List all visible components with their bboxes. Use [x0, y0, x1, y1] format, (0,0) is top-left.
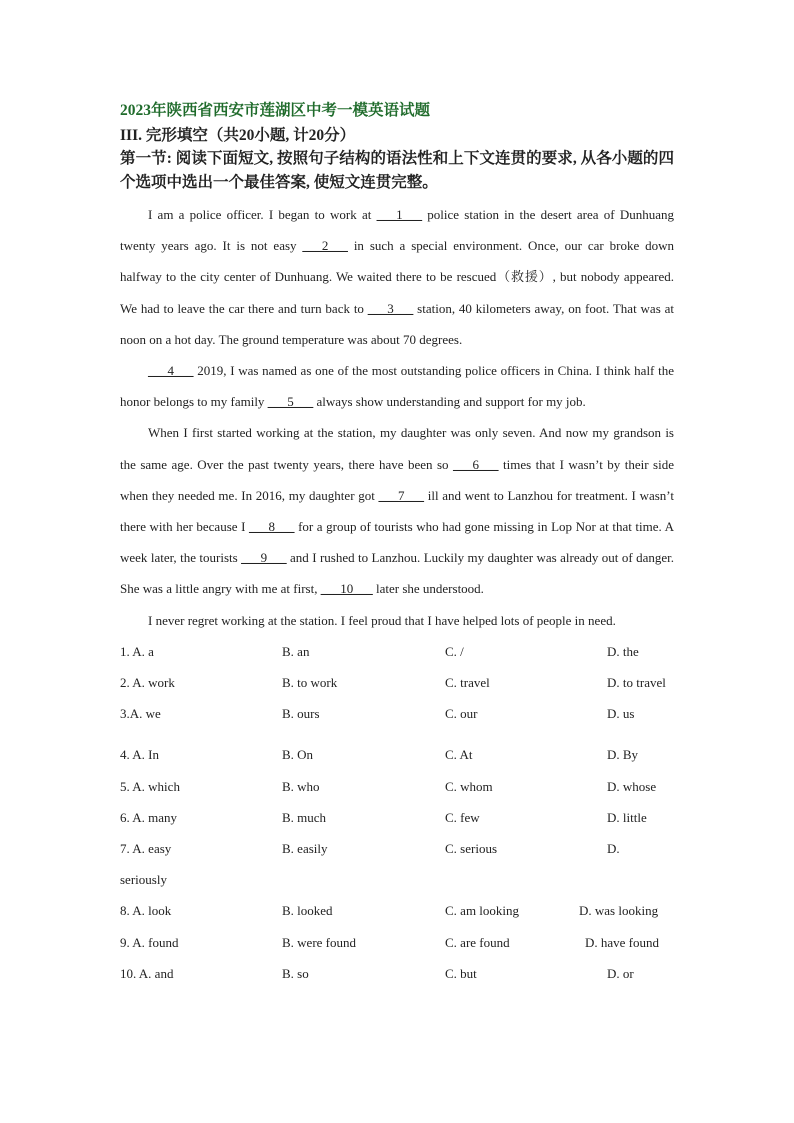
passage-paragraph-4: I never regret working at the station. I feel proud that I have helped lots of people in need.	[148, 612, 616, 628]
option-a: 8. A. look	[120, 903, 172, 919]
blank-4: ___4___	[148, 363, 194, 379]
option-b: B. much	[282, 809, 327, 825]
option-b: B. easily	[282, 840, 328, 856]
option-a: 6. A. many	[120, 809, 178, 825]
question-row-10	[120, 958, 674, 989]
passage-text: always show understanding and support for my job.	[313, 394, 586, 410]
option-a: 9. A. found	[120, 934, 179, 950]
option-d: D. whose	[607, 778, 657, 794]
option-c: C. whom	[445, 778, 493, 794]
option-c: C. travel	[445, 675, 490, 691]
passage-paragraph-3	[120, 417, 674, 604]
option-d-continuation: seriously	[120, 872, 167, 888]
passage-text: later she understood.	[372, 581, 484, 597]
question-row-5	[120, 771, 674, 802]
option-b: B. an	[282, 643, 310, 659]
passage-text: in such a special environment. Once, our car broke down halfway to the city center of Dunhuang. We waited there to be rescued（救援）, but nobody appeared. We had to leave the car there and turn back to	[120, 238, 674, 316]
option-d: D. the	[607, 643, 639, 659]
blank-9: ___9___	[241, 550, 287, 566]
exam-title: 2023年陕西省西安市莲湖区中考一模英语试题	[120, 102, 431, 119]
passage-text: times that I wasn’t by their side when they needed me. In 2016, my daughter got	[120, 456, 674, 503]
section-instruction: 第一节: 阅读下面短文, 按照句子结构的语法性和上下文连贯的要求, 从各小题的四个选项中选出一个最佳答案, 使短文连贯完整。	[120, 150, 674, 191]
option-c: C. but	[445, 965, 477, 981]
option-c: C. /	[445, 643, 464, 659]
passage-text: for a group of tourists who had gone missing in Lop Nor at that time. A week later, the tourists	[120, 519, 674, 566]
option-d: D. to travel	[607, 675, 666, 691]
option-a: 4. A. In	[120, 747, 159, 763]
question-row-2	[120, 667, 674, 698]
question-row-9	[120, 927, 674, 958]
option-d: D. us	[607, 706, 635, 722]
passage-text: When I first started working at the station, my daughter was only seven. And now my grandson is the same age. Over the past twenty years, there have been so	[120, 425, 674, 472]
option-a: 7. A. easy	[120, 840, 172, 856]
passage-text: I am a police officer. I began to work at	[148, 207, 377, 222]
option-c: C. At	[445, 747, 473, 763]
answer-options	[120, 636, 674, 989]
question-row-6	[120, 802, 674, 833]
blank-6: ___6___	[453, 456, 499, 472]
blank-5: ___5___	[267, 394, 314, 410]
option-c: C. few	[445, 809, 480, 825]
passage-paragraph-1	[120, 199, 674, 355]
section-heading: III. 完形填空（共20小题, 计20分）	[120, 127, 356, 144]
option-c: C. our	[445, 706, 478, 722]
passage-text: ill and went to Lanzhou for treatment. I wasn’t there with her because I	[120, 487, 675, 535]
option-b: B. were found	[282, 934, 357, 950]
option-b: B. so	[282, 965, 309, 981]
question-row-7	[120, 833, 674, 864]
blank-7: ___7___	[378, 487, 425, 503]
option-a: 10. A. and	[120, 965, 174, 981]
option-c: C. serious	[445, 840, 497, 856]
question-row-3	[120, 698, 674, 729]
option-c: C. am looking	[445, 903, 520, 919]
option-d: D. little	[607, 809, 647, 825]
option-d: D. or	[607, 965, 634, 981]
option-a: 1. A. a	[120, 643, 154, 659]
question-row-8	[120, 895, 674, 926]
passage-text: and I rushed to Lanzhou. Luckily my daughter was already out of danger. She was a little angry with me at first,	[120, 550, 674, 597]
option-a: 3.A. we	[120, 706, 161, 722]
option-c: C. are found	[445, 934, 510, 950]
blank-2: ___2___	[302, 238, 348, 254]
blank-1: ___1___	[376, 207, 423, 222]
question-row-1	[120, 636, 674, 667]
option-b: B. who	[282, 778, 320, 794]
option-d: D. By	[607, 747, 639, 763]
passage-paragraph-2	[120, 355, 674, 417]
spacer	[120, 729, 674, 739]
option-b: B. On	[282, 747, 314, 763]
passage-text: 2019, I was named as one of the most outstanding police officers in China. I think half the honor belongs to my family	[120, 363, 674, 410]
option-b: B. ours	[282, 706, 320, 722]
option-d: D. was looking	[579, 903, 659, 919]
question-row-4	[120, 739, 674, 770]
passage-text: station, 40 kilometers away, on foot. That was at noon on a hot day. The ground temperature was about 70 degrees.	[120, 300, 674, 347]
option-b: B. looked	[282, 903, 333, 919]
blank-10: ___10___	[320, 581, 373, 597]
option-a: 2. A. work	[120, 675, 175, 691]
blank-8: ___8___	[249, 519, 295, 535]
blank-3: ___3___	[367, 300, 414, 316]
exam-page	[120, 100, 674, 989]
passage-text: police station in the desert area of Dunhuang twenty years ago. It is not easy	[120, 207, 674, 254]
option-d: D.	[607, 840, 620, 856]
option-a: 5. A. which	[120, 778, 180, 794]
option-d: D. have found	[585, 934, 660, 950]
option-b: B. to work	[282, 675, 338, 691]
